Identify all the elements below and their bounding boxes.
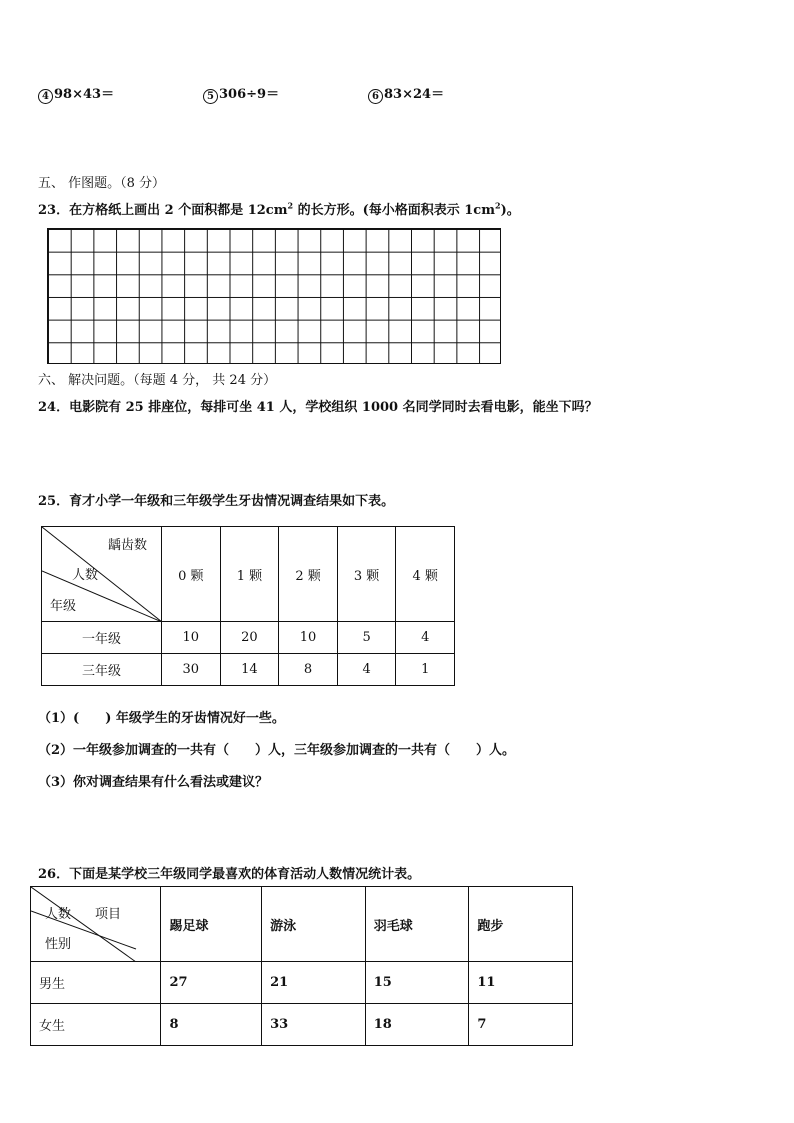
question-23 xyxy=(38,199,520,218)
row-label: 三年级 xyxy=(42,654,162,686)
table-row xyxy=(31,962,573,1004)
calc-item-5 xyxy=(203,83,279,104)
corner-label-top: 龋齿数 xyxy=(108,538,148,553)
table-cell: 10 xyxy=(279,622,338,654)
q23-text-mid: 的长方形。(每小格面积表示 1cm xyxy=(293,203,495,218)
circled-number-4: 4 xyxy=(38,89,53,104)
header-cell: 踢足球 xyxy=(161,887,262,962)
section-6-title: 六、 解决问题。（每题 4 分， 共 24 分） xyxy=(38,373,277,388)
calc-expr-6: 83×24＝ xyxy=(384,87,445,102)
row-label: 女生 xyxy=(31,1004,161,1046)
table-corner-cell xyxy=(42,527,162,622)
corner-label-top: 项目 xyxy=(95,907,122,922)
corner-label-bottom: 性别 xyxy=(45,937,72,952)
header-cell: 0 颗 xyxy=(162,527,221,622)
grid-paper[interactable] xyxy=(47,228,501,364)
corner-label-bottom: 年级 xyxy=(50,599,77,614)
header-cell: 2 颗 xyxy=(279,527,338,622)
corner-label-mid: 人数 xyxy=(45,907,72,922)
table-cell: 4 xyxy=(337,654,396,686)
teeth-survey-table xyxy=(41,526,455,686)
q23-text-pre: 23．在方格纸上画出 2 个面积都是 12cm xyxy=(38,203,288,218)
table-cell: 30 xyxy=(162,654,221,686)
header-cell: 3 颗 xyxy=(337,527,396,622)
table-cell: 10 xyxy=(162,622,221,654)
question-26: 26．下面是某学校三年级同学最喜欢的体育活动人数情况统计表。 xyxy=(38,867,421,882)
table-cell: 1 xyxy=(396,654,455,686)
row-label: 男生 xyxy=(31,962,161,1004)
table-cell: 8 xyxy=(279,654,338,686)
header-cell: 4 颗 xyxy=(396,527,455,622)
table-cell: 8 xyxy=(161,1004,262,1046)
table-cell: 33 xyxy=(262,1004,366,1046)
row-label: 一年级 xyxy=(42,622,162,654)
sports-survey-table xyxy=(30,886,573,1046)
header-cell: 游泳 xyxy=(262,887,366,962)
header-cell: 羽毛球 xyxy=(365,887,469,962)
q25-sub-3: （3）你对调查结果有什么看法或建议？ xyxy=(38,775,269,790)
table-cell: 18 xyxy=(365,1004,469,1046)
circled-number-5: 5 xyxy=(203,89,218,104)
table-cell: 27 xyxy=(161,962,262,1004)
table-cell: 5 xyxy=(337,622,396,654)
table-cell: 4 xyxy=(396,622,455,654)
calc-expr-4: 98×43＝ xyxy=(54,87,115,102)
table-row xyxy=(42,622,455,654)
table-cell: 20 xyxy=(220,622,279,654)
table-row xyxy=(42,654,455,686)
calc-item-6 xyxy=(368,83,444,104)
circled-number-6: 6 xyxy=(368,89,383,104)
table-cell: 21 xyxy=(262,962,366,1004)
calc-item-4 xyxy=(38,83,114,104)
table-cell: 7 xyxy=(469,1004,573,1046)
corner-label-mid: 人数 xyxy=(72,568,99,583)
calc-expr-5: 306÷9＝ xyxy=(219,87,280,102)
q23-sup-1: 2 xyxy=(287,200,294,211)
table-corner-cell xyxy=(31,887,161,962)
table-cell: 11 xyxy=(469,962,573,1004)
table-cell: 15 xyxy=(365,962,469,1004)
q23-sup-2: 2 xyxy=(494,200,501,211)
table-cell: 14 xyxy=(220,654,279,686)
section-5-title: 五、 作图题。（8 分） xyxy=(38,176,166,191)
question-24: 24．电影院有 25 排座位，每排可坐 41 人，学校组织 1000 名同学同时去看电影，能坐下吗？ xyxy=(38,400,598,415)
q25-sub-2: （2）一年级参加调查的一共有（ ）人，三年级参加调查的一共有（ ）人。 xyxy=(38,743,516,758)
q23-text-post: )。 xyxy=(500,203,520,218)
question-25: 25．育才小学一年级和三年级学生牙齿情况调查结果如下表。 xyxy=(38,494,395,509)
header-cell: 1 颗 xyxy=(220,527,279,622)
table-row xyxy=(31,1004,573,1046)
header-cell: 跑步 xyxy=(469,887,573,962)
q25-sub-1: （1）( ) 年级学生的牙齿情况好一些。 xyxy=(38,711,285,726)
